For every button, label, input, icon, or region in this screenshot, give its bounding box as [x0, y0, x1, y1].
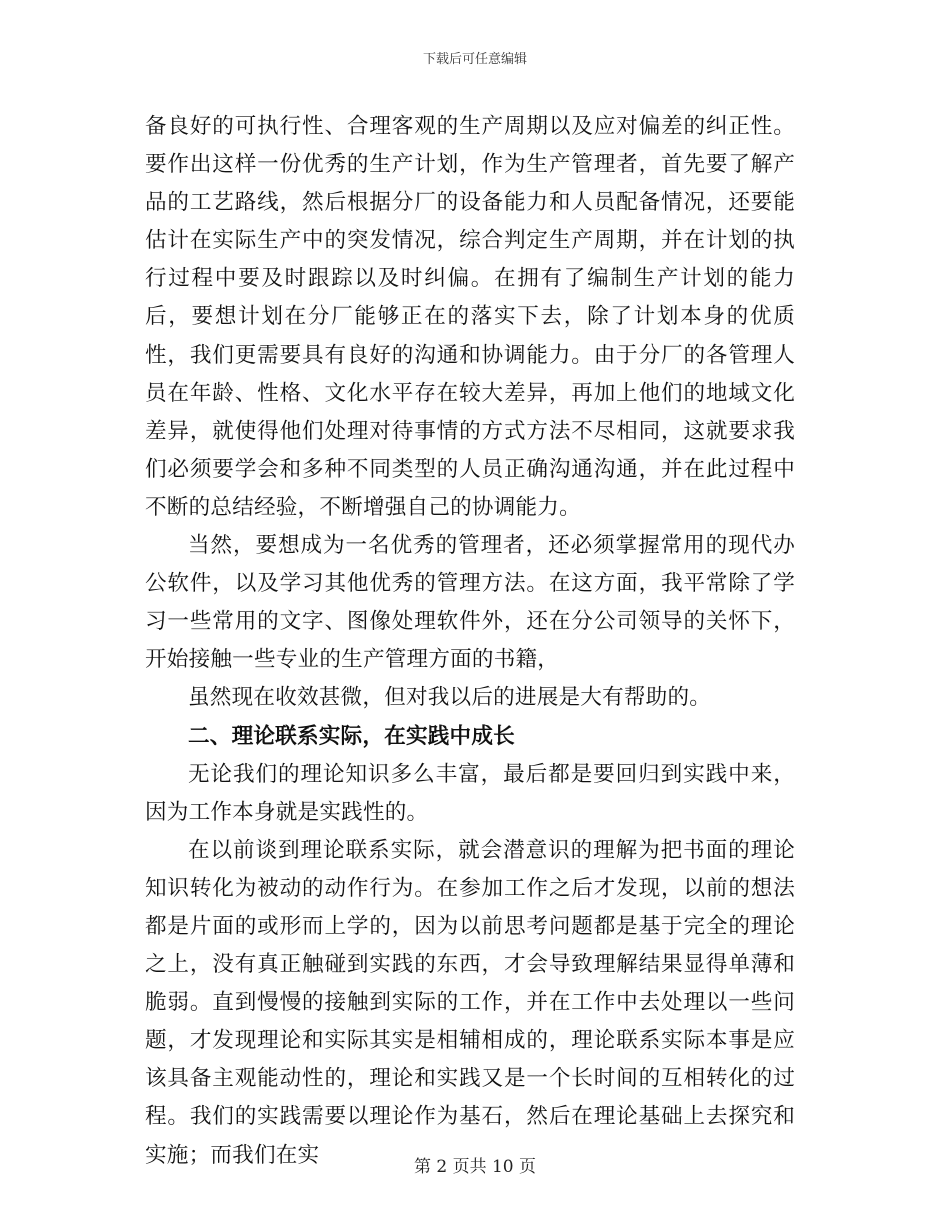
page-number-footer: 第 2 页共 10 页 [413, 1157, 537, 1177]
paragraph-theory-practice: 在以前谈到理论联系实际，就会潜意识的理解为把书面的理论知识转化为被动的动作行为。在参加工作之后才发现，以前的想法都是片面的或形而上学的，因为以前思考问题都是基于完全的理论之上，没有真正触碰到实践的东西，才会导致理解结果显得单薄和脆弱。直到慢慢的接触到实际的工作，并在工作中去处理以一些问题，才发现理论和实际其实是相辅相成的，理论联系实际本事是应该具备主观能动性的，理论和实践又是一个长时间的互相转化的过程。我们的实践需要以理论作为基石，然后在理论基础上去探究和实施；而我们在实 [145, 837, 795, 1168]
paragraph-practice: 无论我们的理论知识多么丰富，最后都是要回归到实践中来，因为工作本身就是实践性的。 [145, 761, 795, 825]
paragraph-continuation: 备良好的可执行性、合理客观的生产周期以及应对偏差的纠正性。要作出这样一份优秀的生产计划，作为生产管理者，首先要了解产品的工艺路线，然后根据分厂的设备能力和人员配备情况，还要能估计在实际生产中的突发情况，综合判定生产周期，并在计划的执行过程中要及时跟踪以及时纠偏。在拥有了编制生产计划的能力后，要想计划在分厂能够正在的落实下去，除了计划本身的优质性，我们更需要具有良好的沟通和协调能力。由于分厂的各管理人员在年龄、性格、文化水平存在较大差异，再加上他们的地域文化差异，就使得他们处理对待事情的方式方法不尽相同，这就要求我们必须要学会和多种不同类型的人员正确沟通沟通，并在此过程中不断的总结经验，不断增强自己的协调能力。 [145, 114, 795, 520]
page-header: 下载后可任意编辑 [422, 52, 527, 67]
paragraph-office-software: 当然，要想成为一名优秀的管理者，还必须掌握常用的现代办公软件，以及学习其他优秀的管理方法。在这方面，我平常除了学习一些常用的文字、图像处理软件外，还在分公司领导的关怀下，开始接触一些专业的生产管理方面的书籍， [145, 533, 795, 673]
paragraph-progress: 虽然现在收效甚微，但对我以后的进展是大有帮助的。 [188, 685, 712, 711]
section-heading: 二、理论联系实际，在实践中成长 [188, 723, 515, 749]
document-body [145, 108, 795, 1175]
